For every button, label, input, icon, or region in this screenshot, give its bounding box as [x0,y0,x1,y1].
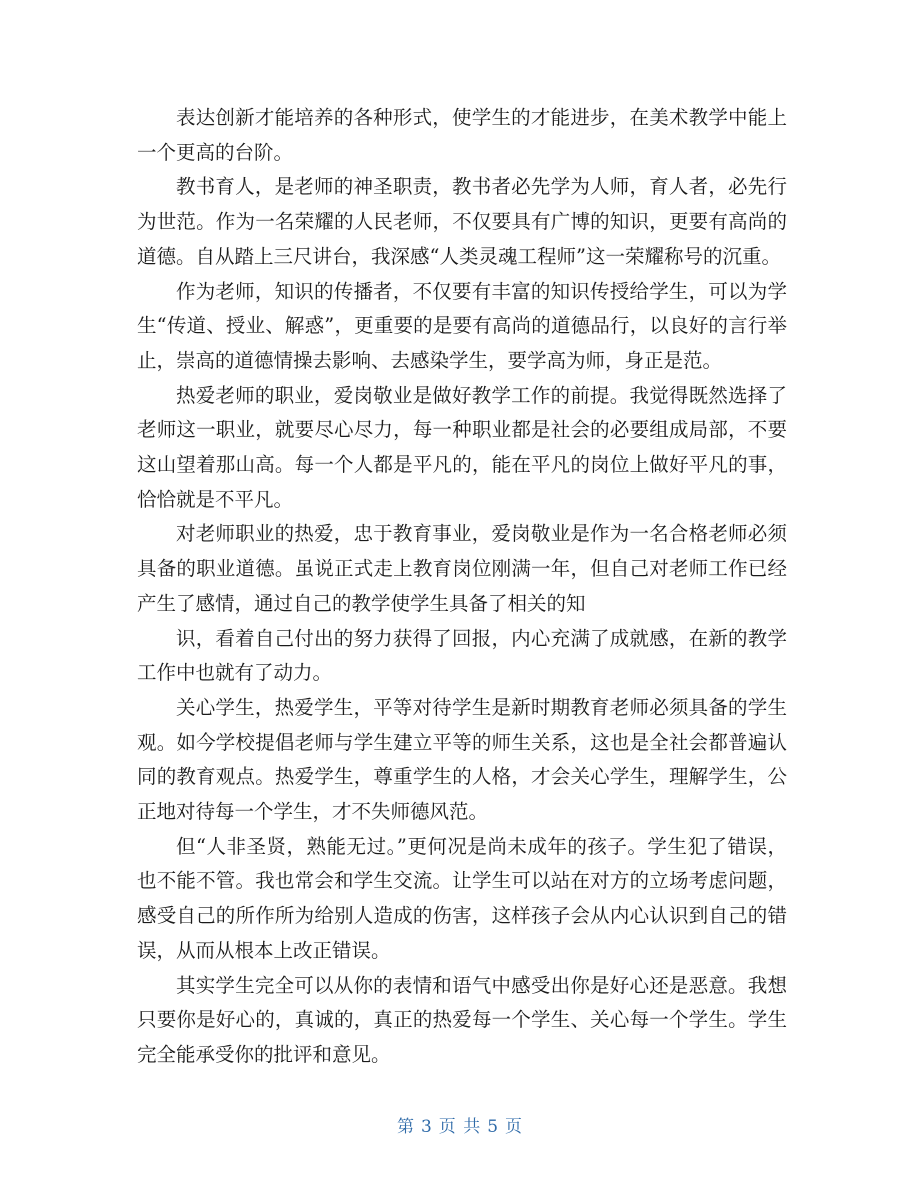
footer-total-pages: 5 [487,1117,500,1137]
footer-middle: 页 共 [438,1117,482,1137]
paragraph: 对老师职业的热爱，忠于教育事业，爱岗敬业是作为一名合格老师必须具备的职业道德。虽说正式走上教育岗位刚满一年，但自己对老师工作已经产生了感情，通过自己的教学使学生具备了相关的知 [137,522,787,615]
paragraph: 热爱老师的职业，爱岗敬业是做好教学工作的前提。我觉得既然选择了老师这一职业，就要尽心尽力，每一种职业都是社会的必要组成局部，不要这山望着那山高。每一个人都是平凡的，能在平凡的岗位上做好平凡的事，恰恰就是不平凡。 [137,383,787,511]
footer-page-number: 3 [420,1117,433,1137]
paragraph: 作为老师，知识的传播者，不仅要有丰富的知识传授给学生，可以为学生“传道、授业、解惑”，更重要的是要有高尚的道德品行，以良好的言行举止，崇高的道德情操去影响、去感染学生，要学高为师，身正是范。 [137,279,787,372]
footer-prefix: 第 [396,1117,415,1137]
paragraph: 教书育人，是老师的神圣职责，教书者必先学为人师，育人者，必先行为世范。作为一名荣耀的人民老师，不仅要具有广博的知识，更要有高尚的道德。自从踏上三尺讲台，我深感“人类灵魂工程师”这一荣耀称号的沉重。 [137,175,787,268]
footer-suffix: 页 [505,1117,524,1137]
paragraph: 但“人非圣贤，熟能无过。”更何况是尚未成年的孩子。学生犯了错误，也不能不管。我也常会和学生交流。让学生可以站在对方的立场考虑问题，感受自己的所作所为给别人造成的伤害，这样孩子会从内心认识到自己的错误，从而从根本上改正错误。 [137,834,787,962]
page-footer [0,1112,920,1137]
paragraph: 其实学生完全可以从你的表情和语气中感受出你是好心还是恶意。我想只要你是好心的，真诚的，真正的热爱每一个学生、关心每一个学生。学生完全能承受你的批评和意见。 [137,973,787,1066]
paragraph: 识，看着自己付出的努力获得了回报，内心充满了成就感，在新的教学工作中也就有了动力。 [137,626,787,685]
paragraph: 表达创新才能培养的各种形式，使学生的才能进步，在美术教学中能上一个更高的台阶。 [137,106,787,164]
paragraph: 关心学生，热爱学生，平等对待学生是新时期教育老师必须具备的学生观。如今学校提倡老师与学生建立平等的师生关系，这也是全社会都普遍认同的教育观点。热爱学生，尊重学生的人格，才会关心学生，理解学生，公正地对待每一个学生，才不失师德风范。 [137,695,787,824]
body-text [137,101,787,1073]
